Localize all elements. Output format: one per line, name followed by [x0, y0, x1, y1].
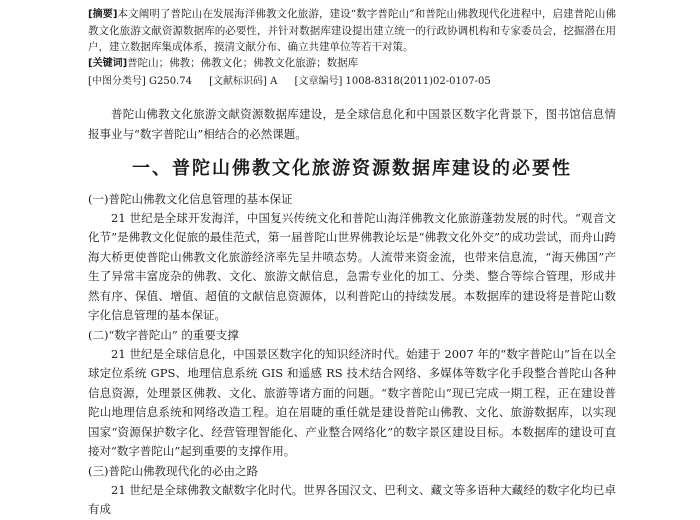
document-code: [文献标识码] A	[209, 76, 278, 87]
classification-line	[88, 74, 616, 90]
subsection-heading-1: (一)普陀山佛教文化信息管理的基本保证	[88, 191, 293, 206]
intro-paragraph: 普陀山佛教文化旅游文献资源数据库建设，是全球信息化和中国景区数字化背景下，图书馆信息情报事业与“数字普陀山”相结合的必然课题。	[88, 107, 616, 141]
keywords-text: 普陀山；佛教；佛教文化；佛教文化旅游；数据库	[127, 57, 359, 69]
keywords-label: [关键词]	[88, 58, 128, 69]
abstract-label: [摘要]	[88, 9, 118, 20]
subsection-paragraph-2: 21 世纪是全球信息化，中国景区数字化的知识经济时代。始建于 2007 年的“数字普陀山”旨在以全球定位系统 GPS、地理信息系统 GIS 和遥感 RS 技术结合网络、多媒体等数字化手段整合普陀山各种信息资源，处理景区佛教、文化、旅游等诸方面的问题。“数字普陀山”现已完成一期工程，正在建设普陀山地理信息系统和网络改造工程。迫在眉睫的重任就是建设普陀山佛教、文化、旅游数据库，以实现国家“资源保护数字化、经营管理智能化、产业整合网络化”的数字景区建设目标。本数据库的建设可直接对“数字普陀山”起到重要的支撑作用。	[88, 346, 616, 458]
keywords	[88, 55, 616, 72]
clc-number: [中图分类号] G250.74	[88, 76, 192, 87]
subsection-paragraph-3: 21 世纪是全球佛教文献数字化时代。世界各国汉文、巴利文、藏文等多语种大藏经的数字化均已卓有成	[88, 482, 616, 516]
abstract-block	[88, 6, 616, 72]
abstract-text: 本文阐明了普陀山在发展海洋佛教文化旅游，建设“数字普陀山”和普陀山佛教现代化进程中，启建普陀山佛教文化旅游文献资源数据库的必要性，并针对数据库建设提出建立统一的行政协调机构和专家委员会，挖掘潜在用户，建立数据库集成体系，摸清文献分布、确立共建单位等若干对策。	[88, 8, 617, 53]
subsection-heading-2: (二)“数字普陀山” 的重要支撑	[88, 327, 239, 342]
subsection-heading-3: (三)普陀山佛教现代化的必由之路	[88, 463, 258, 478]
subsection-paragraph-1: 21 世纪是全球开发海洋，中国复兴传统文化和普陀山海洋佛教文化旅游蓬勃发展的时代。“观音文化节”是佛教文化促旅的最佳范式，第一届普陀山世界佛教论坛是“佛教文化外交”的成功尝试，而舟山跨海大桥更使普陀山佛教文化旅游经济率先呈井喷态势。人流带来资金流，也带来信息流，“海天佛国”产生了异常丰富庞杂的佛教、文化、旅游文献信息，急需专业化的加工、分类、整合等综合管理，形成井然有序、保值、增值、超值的文献信息资源体，以利普陀山的持续发展。本数据库的建设将是普陀山数字化信息管理的基本保证。	[88, 210, 616, 322]
abstract	[88, 6, 616, 55]
section-title: 一、普陀山佛教文化旅游资源数据库建设的必要性	[132, 157, 572, 179]
article-number: [文章编号] 1008-8318(2011)02-0107-05	[294, 76, 491, 87]
